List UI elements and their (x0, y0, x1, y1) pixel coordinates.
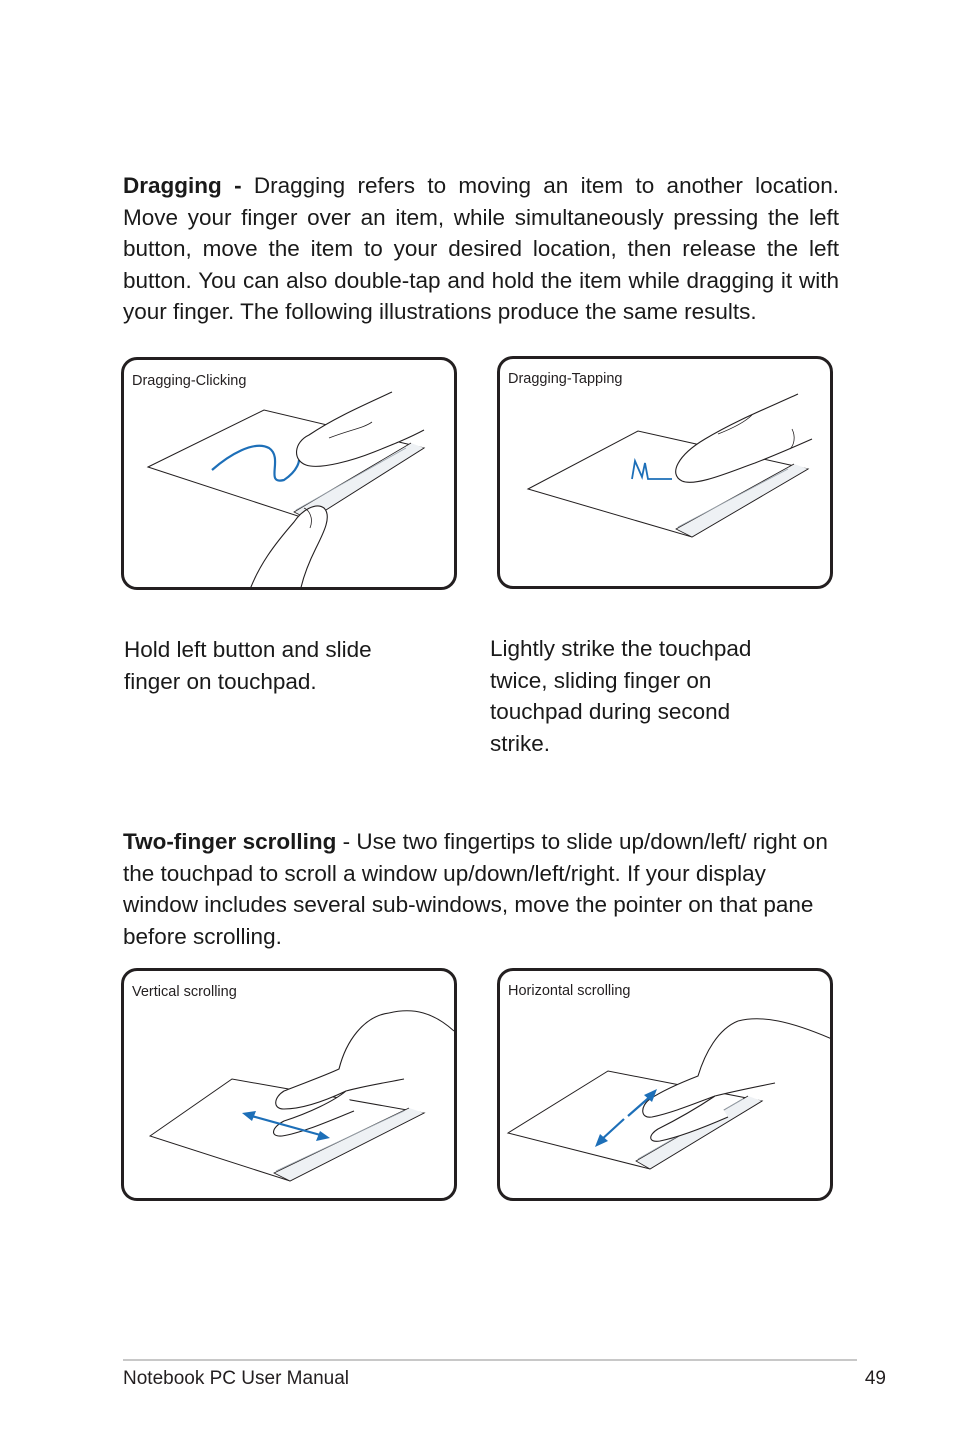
touchpad-drag-tap-drawing (500, 359, 833, 589)
dragging-text: Dragging refers to moving an item to another location. Move your finger over an item, while simultaneously pressing the left button, move the item to your desired location, then release the left button. You can also double-tap and hold the item while dragging it with your finger. The following illustrations produce the same results. (123, 173, 839, 325)
touchpad-vertical-scroll-drawing (124, 971, 457, 1201)
dragging-tapping-description: Lightly strike the touchpad twice, sliding finger on touchpad during second strike. (490, 636, 752, 757)
vertical-scrolling-caption: Vertical scrolling (132, 984, 237, 1000)
two-finger-term: Two-finger scrolling (123, 829, 337, 854)
footer-divider (123, 1359, 857, 1361)
dragging-tapping-illustration (497, 356, 833, 589)
dragging-tapping-caption: Dragging-Tapping (508, 371, 623, 387)
horizontal-scrolling-illustration (497, 968, 833, 1201)
footer-title: Notebook PC User Manual (123, 1368, 349, 1389)
vertical-scrolling-illustration (121, 968, 457, 1201)
touchpad-horizontal-scroll-drawing (500, 971, 833, 1201)
touchpad-drag-click-drawing (124, 360, 457, 590)
horizontal-scrolling-caption: Horizontal scrolling (508, 983, 631, 999)
dragging-paragraph (123, 170, 839, 328)
dragging-clicking-caption: Dragging-Clicking (132, 373, 247, 389)
page-number: 49 (864, 1368, 886, 1389)
two-finger-text: - Use two fingertips to slide up/down/left/ right on the touchpad to scroll a window up/down/left/right. If your display window includes several sub-windows, move the pointer on that pane before scrolling. (123, 829, 828, 949)
dragging-clicking-illustration (121, 357, 457, 590)
dragging-term: Dragging - (123, 173, 242, 198)
dragging-clicking-description: Hold left button and slide finger on touchpad. (124, 637, 372, 694)
two-finger-paragraph (123, 826, 833, 952)
